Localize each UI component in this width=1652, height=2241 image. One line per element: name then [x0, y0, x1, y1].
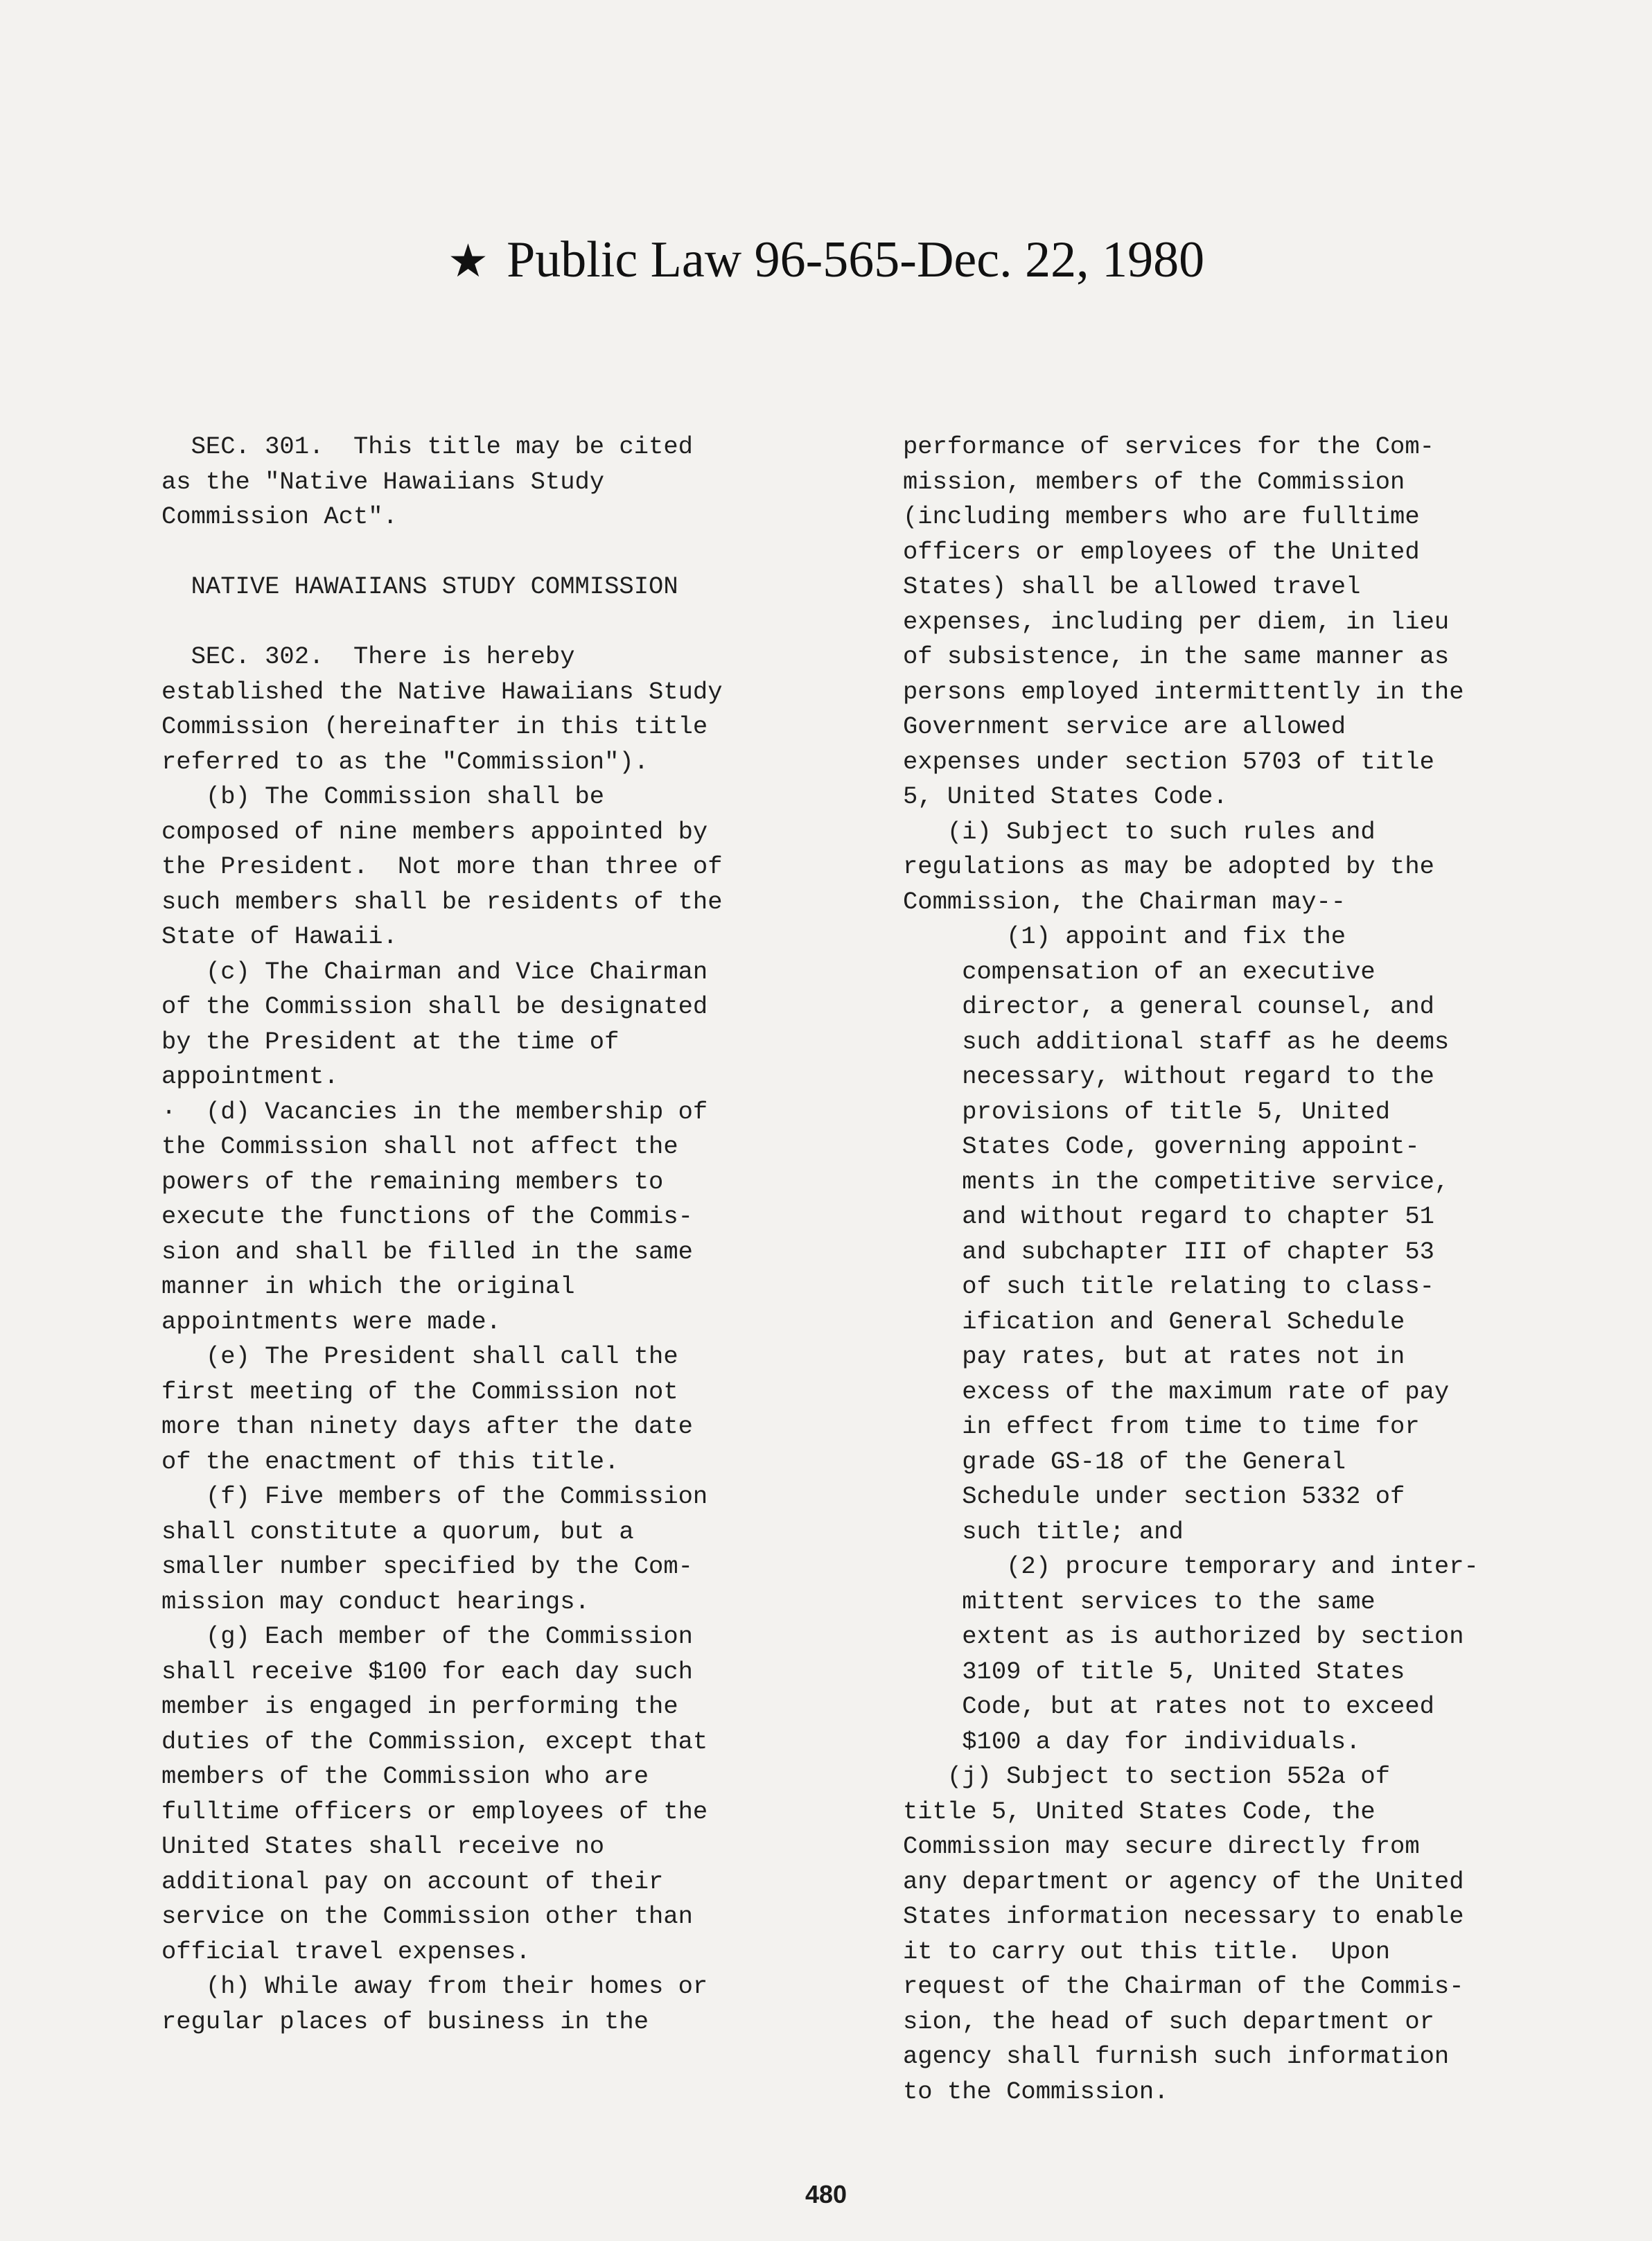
text-line: mittent services to the same	[903, 1587, 1376, 1616]
text-line	[161, 605, 841, 640]
text-line: Government service are allowed	[903, 712, 1346, 741]
text-line: service on the Commission other than	[161, 1902, 693, 1931]
text-line: regulations as may be adopted by the	[903, 852, 1434, 881]
text-line: by the President at the time of	[161, 1027, 620, 1056]
text-line: performance of services for the Com-	[903, 432, 1434, 461]
text-line: Commission may secure directly from	[903, 1832, 1420, 1861]
text-line: of such title relating to class-	[903, 1272, 1434, 1301]
text-line: States Code, governing appoint-	[903, 1132, 1420, 1161]
text-line: (f) Five members of the Commission	[161, 1482, 708, 1511]
text-line: · (d) Vacancies in the membership of	[161, 1097, 708, 1126]
text-line: and without regard to chapter 51	[903, 1202, 1434, 1231]
text-line: Schedule under section 5332 of	[903, 1482, 1405, 1511]
left-column	[161, 430, 841, 2039]
text-line: SEC. 302. There is hereby	[161, 642, 575, 671]
text-line: United States shall receive no	[161, 1832, 605, 1861]
text-line: (1) appoint and fix the	[903, 922, 1346, 951]
text-line: appointment.	[161, 1062, 339, 1091]
text-line: (c) The Chairman and Vice Chairman	[161, 957, 708, 986]
text-line: (2) procure temporary and inter-	[903, 1552, 1479, 1581]
text-line: officers or employees of the United	[903, 537, 1420, 566]
text-line: $100 a day for individuals.	[903, 1727, 1361, 1756]
text-line: such members shall be residents of the	[161, 887, 723, 916]
text-line: compensation of an executive	[903, 957, 1376, 986]
text-line: pay rates, but at rates not in	[903, 1342, 1405, 1371]
text-line: (including members who are fulltime	[903, 502, 1420, 531]
text-line: director, a general counsel, and	[903, 992, 1434, 1021]
text-line: shall receive $100 for each day such	[161, 1657, 693, 1686]
text-line: mission, members of the Commission	[903, 467, 1405, 496]
text-line: (e) The President shall call the	[161, 1342, 678, 1371]
text-line: request of the Chairman of the Commis-	[903, 1972, 1464, 2001]
text-line: such additional staff as he deems	[903, 1027, 1450, 1056]
text-line: provisions of title 5, United	[903, 1097, 1391, 1126]
text-line: State of Hawaii.	[161, 922, 398, 951]
text-line: SEC. 301. This title may be cited	[161, 432, 693, 461]
text-line	[161, 535, 841, 570]
text-line: fulltime officers or employees of the	[161, 1797, 708, 1826]
text-line: duties of the Commission, except that	[161, 1727, 708, 1756]
text-line: Commission (hereinafter in this title	[161, 712, 708, 741]
text-line: (h) While away from their homes or	[161, 1972, 708, 2001]
text-line: Commission, the Chairman may--	[903, 887, 1346, 916]
text-line: mission may conduct hearings.	[161, 1587, 590, 1616]
text-line: shall constitute a quorum, but a	[161, 1517, 634, 1546]
text-line: (j) Subject to section 552a of	[903, 1762, 1391, 1791]
text-line: (b) The Commission shall be	[161, 782, 605, 811]
title-text: Public Law 96-565-Dec. 22, 1980	[507, 231, 1205, 288]
text-line: official travel expenses.	[161, 1937, 531, 1966]
text-line: States) shall be allowed travel	[903, 572, 1361, 601]
text-line: of the Commission shall be designated	[161, 992, 708, 1021]
text-line: member is engaged in performing the	[161, 1692, 678, 1721]
text-line: powers of the remaining members to	[161, 1167, 664, 1196]
text-line: additional pay on account of their	[161, 1867, 664, 1896]
text-line: established the Native Hawaiians Study	[161, 677, 723, 706]
star-icon: ★	[447, 236, 489, 287]
text-line: execute the functions of the Commis-	[161, 1202, 693, 1231]
text-line: manner in which the original	[161, 1272, 575, 1301]
text-line: grade GS-18 of the General	[903, 1447, 1346, 1476]
text-line: members of the Commission who are	[161, 1762, 649, 1791]
text-line: sion, the head of such department or	[903, 2007, 1434, 2036]
text-line: necessary, without regard to the	[903, 1062, 1434, 1091]
text-line: regular places of business in the	[161, 2007, 649, 2036]
text-line: in effect from time to time for	[903, 1412, 1420, 1441]
right-column	[903, 430, 1568, 2109]
text-line: smaller number specified by the Com-	[161, 1552, 693, 1581]
text-line: ments in the competitive service,	[903, 1167, 1450, 1196]
text-line: (i) Subject to such rules and	[903, 817, 1376, 846]
text-line: the President. Not more than three of	[161, 852, 723, 881]
text-line: first meeting of the Commission not	[161, 1377, 678, 1406]
text-line: agency shall furnish such information	[903, 2042, 1450, 2071]
text-line: any department or agency of the United	[903, 1867, 1464, 1896]
text-line: as the "Native Hawaiians Study	[161, 467, 605, 496]
text-line: the Commission shall not affect the	[161, 1132, 678, 1161]
text-line: 5, United States Code.	[903, 782, 1228, 811]
text-line: excess of the maximum rate of pay	[903, 1377, 1450, 1406]
page-number: 480	[805, 2180, 847, 2208]
text-line: NATIVE HAWAIIANS STUDY COMMISSION	[161, 572, 678, 601]
text-line: ification and General Schedule	[903, 1307, 1405, 1336]
text-line: such title; and	[903, 1517, 1184, 1546]
text-line: (g) Each member of the Commission	[161, 1622, 693, 1651]
text-line: referred to as the "Commission").	[161, 747, 649, 776]
text-line: sion and shall be filled in the same	[161, 1237, 693, 1266]
text-line: of subsistence, in the same manner as	[903, 642, 1450, 671]
text-line: composed of nine members appointed by	[161, 817, 708, 846]
text-line: it to carry out this title. Upon	[903, 1937, 1391, 1966]
text-line: to the Commission.	[903, 2077, 1169, 2106]
text-line: States information necessary to enable	[903, 1902, 1464, 1931]
text-line: of the enactment of this title.	[161, 1447, 620, 1476]
text-line: persons employed intermittently in the	[903, 677, 1464, 706]
text-line: Code, but at rates not to exceed	[903, 1692, 1434, 1721]
text-line: appointments were made.	[161, 1307, 501, 1336]
text-line: expenses under section 5703 of title	[903, 747, 1434, 776]
text-line: Commission Act".	[161, 502, 398, 531]
text-line: and subchapter III of chapter 53	[903, 1237, 1434, 1266]
text-line: more than ninety days after the date	[161, 1412, 693, 1441]
text-line: extent as is authorized by section	[903, 1622, 1464, 1651]
text-line: 3109 of title 5, United States	[903, 1657, 1405, 1686]
text-line: expenses, including per diem, in lieu	[903, 607, 1450, 636]
page-title	[0, 229, 1652, 293]
text-line: title 5, United States Code, the	[903, 1797, 1376, 1826]
